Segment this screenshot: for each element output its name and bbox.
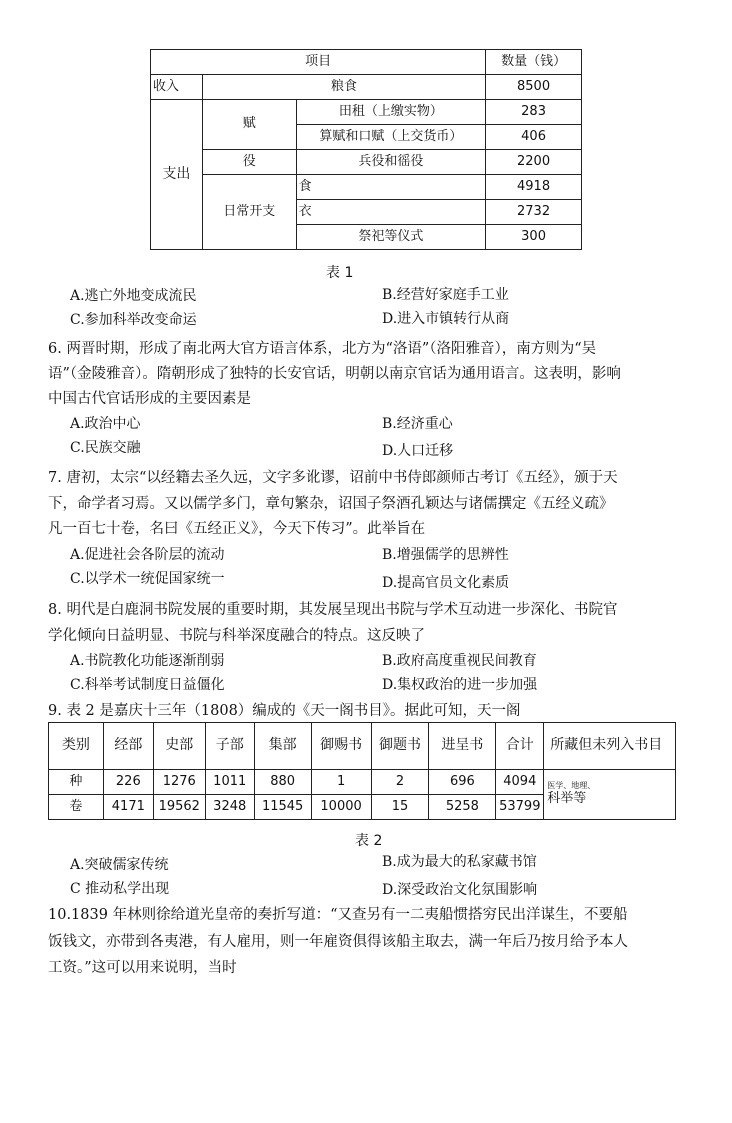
table1-bingyi-value: 2200 bbox=[486, 150, 582, 175]
q7-line-2: 下，命学者习焉。又以儒学多门，章句繁杂，诏国子祭酒孔颖达与诸儒撰定《五经义疏》 bbox=[48, 496, 614, 512]
table2-cell: 1011 bbox=[205, 770, 254, 795]
q8-option-d: D.集权政治的进一步加强 bbox=[382, 677, 538, 693]
table1-food-value: 4918 bbox=[486, 175, 582, 200]
table2-header-ji: 集部 bbox=[254, 723, 311, 770]
table2-header-jing: 经部 bbox=[103, 723, 153, 770]
q9-option-d: D.深受政治文化氛围影响 bbox=[382, 882, 538, 898]
table1-yi-label: 役 bbox=[202, 150, 296, 175]
table2-cell: 4171 bbox=[103, 795, 153, 820]
table1-income-value: 8500 bbox=[486, 75, 582, 100]
table1-daily-label: 日常开支 bbox=[202, 175, 296, 250]
table2-cell: 11545 bbox=[254, 795, 311, 820]
q6-line-3: 中国古代官话形成的主要因素是 bbox=[48, 391, 251, 407]
table1-cloth: 衣 bbox=[296, 200, 486, 225]
q7-option-a: A.促进社会各阶层的流动 bbox=[70, 547, 225, 563]
table2-cell: 10000 bbox=[311, 795, 371, 820]
table1-income-item: 粮食 bbox=[202, 75, 485, 100]
q10-line-2: 饭钱文，亦带到各夷港，有人雇用，则一年雇资俱得该船主取去，满一年后乃按月给予本人 bbox=[48, 934, 628, 950]
table1-ritual: 祭祀等仪式 bbox=[296, 225, 486, 250]
table2-cell: 4094 bbox=[496, 770, 544, 795]
table1-suanfu-value: 406 bbox=[486, 125, 582, 150]
q8-line-1: 8. 明代是白鹿洞书院发展的重要时期，其发展呈现出书院与学术互动进一步深化、书院官 bbox=[48, 602, 618, 618]
q6-line-1: 6. 两晋时期，形成了南北两大官方语言体系，北方为“洛语”（洛阳雅音），南方则为“吴 bbox=[48, 341, 597, 357]
table1-cloth-value: 2732 bbox=[486, 200, 582, 225]
q6-option-b: B.经济重心 bbox=[382, 416, 453, 432]
table2-cell: 2 bbox=[371, 770, 429, 795]
table2-cell: 226 bbox=[103, 770, 153, 795]
table2-cell: 15 bbox=[371, 795, 429, 820]
q8-option-c: C.科举考试制度日益僵化 bbox=[70, 677, 225, 693]
table2-header-shi: 史部 bbox=[153, 723, 205, 770]
table1-fu-label: 赋 bbox=[202, 100, 296, 150]
table1-tianzu-value: 283 bbox=[486, 100, 582, 125]
table2-row-zhong-label: 种 bbox=[49, 770, 104, 795]
q7-line-3: 凡一百七十卷，名曰《五经正义》，今天下传习”。此举旨在 bbox=[48, 521, 426, 537]
table2-cell: 5258 bbox=[429, 795, 496, 820]
table1-tianzu: 田租（上缴实物） bbox=[296, 100, 486, 125]
q5-option-d: D.进入市镇转行从商 bbox=[382, 311, 510, 327]
table2-header-total: 合计 bbox=[496, 723, 544, 770]
q6-option-a: A.政治中心 bbox=[70, 416, 141, 432]
table2-row-juan-label: 卷 bbox=[49, 795, 104, 820]
q10-line-3: 工资。”这可以用来说明，当时 bbox=[48, 960, 237, 976]
table2-cell: 3248 bbox=[205, 795, 254, 820]
table1-income-label: 收入 bbox=[151, 75, 203, 100]
table1-bingyi: 兵役和徭役 bbox=[296, 150, 486, 175]
table1-caption: 表 1 bbox=[326, 265, 354, 281]
table1-header-qty: 数量（钱） bbox=[486, 50, 582, 75]
q5-option-a: A.逃亡外地变成流民 bbox=[70, 288, 197, 304]
q6-option-c: C.民族交融 bbox=[70, 440, 141, 456]
q9-option-c: C 推动私学出现 bbox=[70, 881, 170, 897]
q6-option-d: D.人口迁移 bbox=[382, 443, 454, 459]
q7-option-d: D.提高官员文化素质 bbox=[382, 575, 510, 591]
table2-cell: 696 bbox=[429, 770, 496, 795]
q8-option-a: A.书院教化功能逐渐削弱 bbox=[70, 653, 225, 669]
table1-suanfu: 算赋和口赋（上交货币） bbox=[296, 125, 486, 150]
table2-header-jincheng: 进呈书 bbox=[429, 723, 496, 770]
table1-food: 食 bbox=[296, 175, 486, 200]
table2-note-big: 科举等 bbox=[547, 791, 587, 807]
table1-header-item: 项目 bbox=[151, 50, 486, 75]
table2-cell: 53799 bbox=[496, 795, 544, 820]
q9-option-a: A.突破儒家传统 bbox=[70, 857, 169, 873]
q5-option-c: C.参加科举改变命运 bbox=[70, 312, 197, 328]
q9-option-b: B.成为最大的私家藏书馆 bbox=[382, 854, 537, 870]
table-2 bbox=[48, 722, 676, 820]
q8-line-2: 学化倾向日益明显、书院与科举深度融合的特点。这反映了 bbox=[48, 628, 425, 644]
table2-caption: 表 2 bbox=[355, 833, 383, 849]
table-1 bbox=[150, 49, 582, 250]
table2-cell: 19562 bbox=[153, 795, 205, 820]
table2-header-category: 类别 bbox=[49, 723, 104, 770]
table2-note bbox=[544, 770, 676, 820]
table2-note-small: 医学、地理、 bbox=[547, 781, 596, 791]
table2-cell: 1 bbox=[311, 770, 371, 795]
table2-cell: 1276 bbox=[153, 770, 205, 795]
table1-ritual-value: 300 bbox=[486, 225, 582, 250]
q8-option-b: B.政府高度重视民间教育 bbox=[382, 653, 537, 669]
q5-option-b: B.经营好家庭手工业 bbox=[382, 287, 509, 303]
table1-expense-label: 支出 bbox=[151, 100, 203, 250]
table2-header-zi: 子部 bbox=[205, 723, 254, 770]
q7-line-1: 7. 唐初，太宗“以经籍去圣久远，文字多讹谬，诏前中书侍郎颜师古考订《五经》，颁于天 bbox=[48, 470, 618, 486]
q9-line-1: 9. 表 2 是嘉庆十三年（1808）编成的《天一阁书目》。据此可知，天一阁 bbox=[48, 703, 521, 719]
table2-header-yuci: 御赐书 bbox=[311, 723, 371, 770]
q6-line-2: 语”（金陵雅音）。隋朝形成了独特的长安官话，明朝以南京官话为通用语言。这表明，影响 bbox=[48, 366, 621, 382]
table2-header-unlisted: 所藏但未列入书目 bbox=[544, 723, 676, 770]
table2-header-yuti: 御题书 bbox=[371, 723, 429, 770]
q10-line-1: 10.1839 年林则徐给道光皇帝的奏折写道：“又查另有一二夷船惯搭穷民出洋谋生，不要船 bbox=[48, 907, 628, 923]
q7-option-b: B.增强儒学的思辨性 bbox=[382, 547, 509, 563]
table2-cell: 880 bbox=[254, 770, 311, 795]
q7-option-c: C.以学术一统促国家统一 bbox=[70, 571, 225, 587]
